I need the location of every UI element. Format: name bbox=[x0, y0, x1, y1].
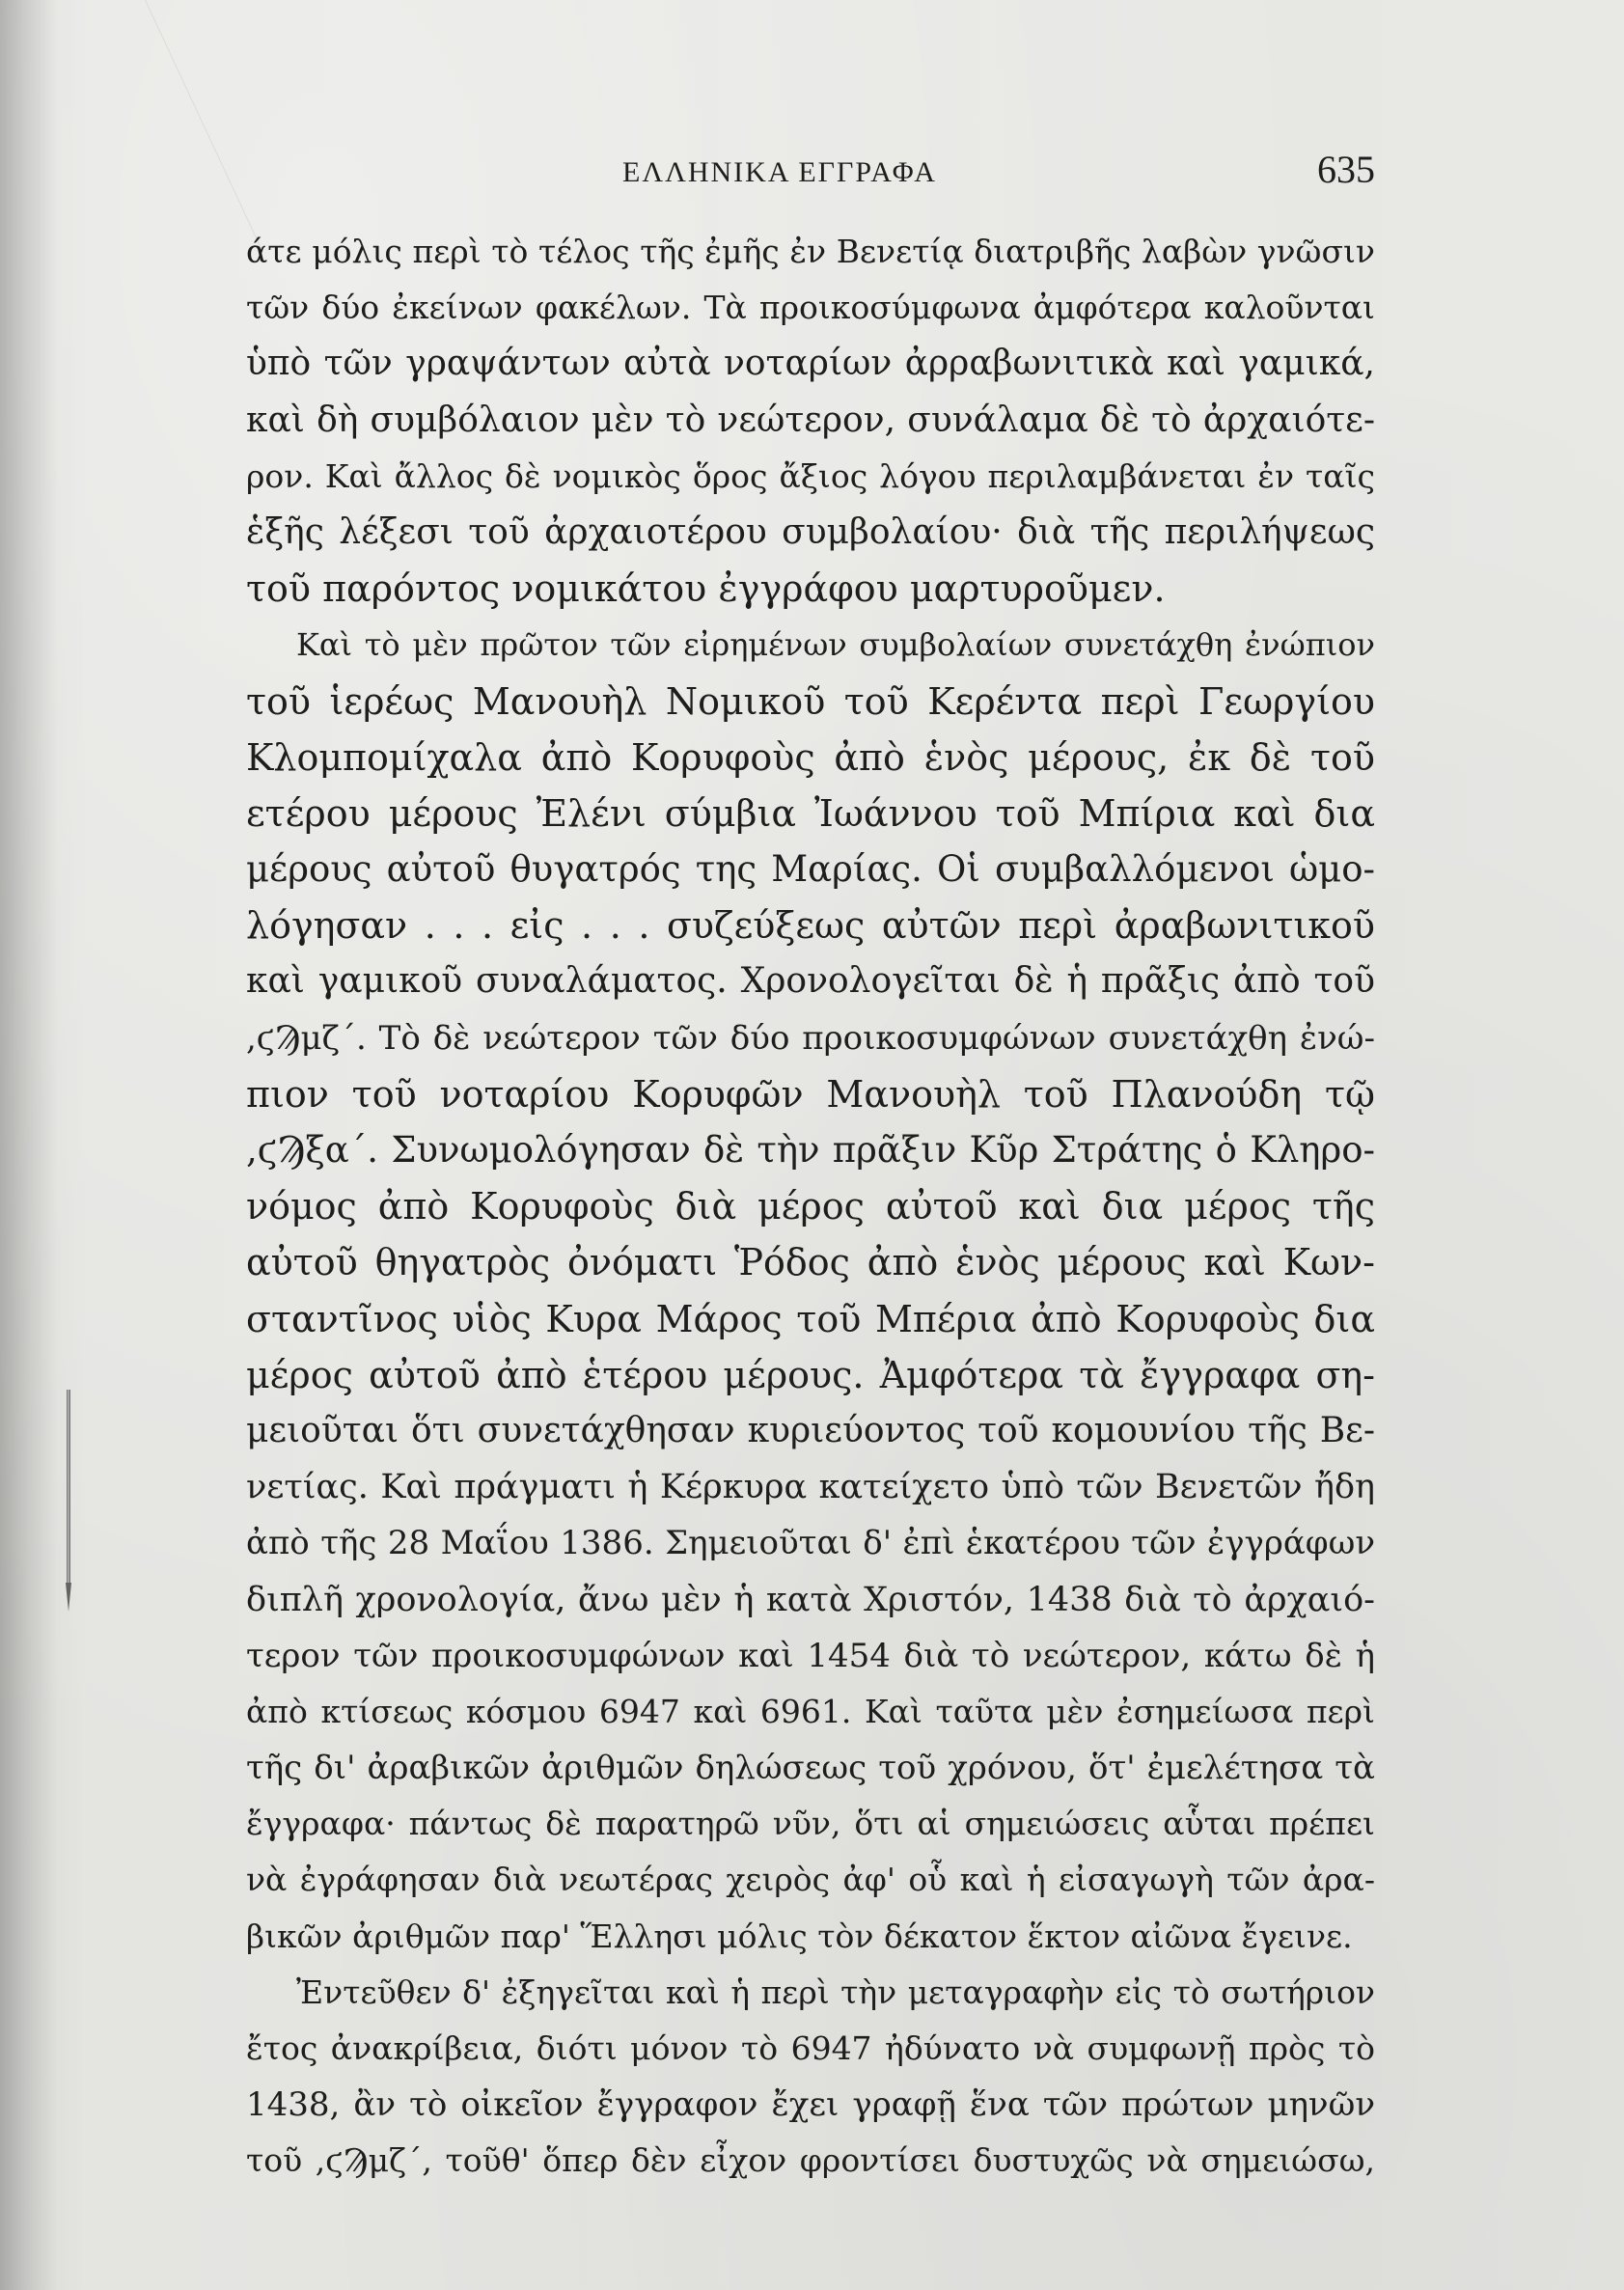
text-line: μειοῦται ὅτι συνετάχθησαν κυριεύοντος τοῦ κομουνίου τῆς Βε- bbox=[246, 1410, 1375, 1450]
text-line: τοῦ ἱερέως Μανουὴλ Νομικοῦ τοῦ Κερέντα περὶ Γεωργίου bbox=[246, 679, 1375, 723]
text-line: τοῦ ,ϛϠμζ΄, τοῦθ' ὅπερ δὲν εἶχον φροντίσει δυστυχῶς νὰ σημειώσω, bbox=[246, 2141, 1375, 2180]
running-head: ΕΛΛΗΝΙΚΑ ΕΓΓΡΑΦΑ bbox=[622, 156, 937, 188]
text-line: Ἐντεῦθεν δ' ἐξηγεῖται καὶ ἡ περὶ τὴν μεταγραφὴν εἰς τὸ σωτήριον bbox=[296, 1973, 1375, 2011]
text-line: βικῶν ἀριθμῶν παρ' Ἕλλησι μόλις τὸν δέκατον ἕκτον αἰῶνα ἔγεινε. bbox=[246, 1917, 1353, 1955]
text-line: νὰ ἐγράφησαν διὰ νεωτέρας χειρὸς ἀφ' οὗ καὶ ἡ εἰσαγωγὴ τῶν ἀρα- bbox=[246, 1861, 1375, 1899]
text-line: καὶ γαμικοῦ συναλάματος. Χρονολογεῖται δὲ ἡ πρᾶξις ἀπὸ τοῦ bbox=[246, 961, 1375, 1002]
text-line: σταντῖνος υἱὸς Κυρα Μάρος τοῦ Μπέρια ἀπὸ Κορυφοὺς δια bbox=[246, 1297, 1375, 1340]
text-line: ὑπὸ τῶν γραψάντων αὐτὰ νοταρίων ἀρραβωνιτικὰ καὶ γαμικά, bbox=[246, 344, 1375, 384]
page-header bbox=[246, 145, 1375, 203]
text-line: Κλομπομίχαλα ἀπὸ Κορυφοὺς ἀπὸ ἑνὸς μέρους, ἐκ δὲ τοῦ bbox=[246, 735, 1375, 779]
text-line: τερον τῶν προικοσυμφώνων καὶ 1454 διὰ τὸ νεώτερον, κάτω δὲ ἡ bbox=[246, 1636, 1375, 1675]
text-line: άτε μόλις περὶ τὸ τέλος τῆς ἐμῆς ἐν Βενετίᾳ διατριβῆς λαβὼν γνῶσιν bbox=[246, 233, 1375, 270]
binding-shadow bbox=[0, 0, 58, 2290]
text-line: τῶν δύο ἐκείνων φακέλων. Τὰ προικοσύμφωνα ἀμφότερα καλοῦνται bbox=[246, 289, 1375, 327]
text-line: καὶ δὴ συμβόλαιον μὲν τὸ νεώτερον, συνάλαμα δὲ τὸ ἀρχαιότε- bbox=[246, 400, 1375, 440]
page-number: 635 bbox=[1317, 148, 1375, 191]
text-line: μέρος αὐτοῦ ἀπὸ ἑτέρου μέρους. Ἀμφότερα τὰ ἔγγραφα ση- bbox=[246, 1353, 1375, 1396]
body-text bbox=[246, 224, 1375, 2190]
text-line: 1438, ἂν τὸ οἰκεῖον ἔγγραφον ἔχει γραφῇ ἕνα τῶν πρώτων μηνῶν bbox=[246, 2085, 1375, 2125]
text-line: τῆς δι' ἀραβικῶν ἀριθμῶν δηλώσεως τοῦ χρόνου, ὅτ' ἐμελέτησα τὰ bbox=[246, 1749, 1375, 1788]
text-line: ἔγγραφα· πάντως δὲ παρατηρῶ νῦν, ὅτι αἱ σημειώσεις αὗται πρέπει bbox=[246, 1805, 1375, 1843]
text-line: ἑξῆς λέξεσι τοῦ ἀρχαιοτέρου συμβολαίου· διὰ τῆς περιλήψεως bbox=[246, 511, 1375, 552]
text-line: ,ϛϠμζ΄. Τὸ δὲ νεώτερον τῶν δύο προικοσυμφώνων συνετάχθη ἐνώ- bbox=[246, 1018, 1375, 1058]
text-line: λόγησαν . . . εἰς . . . συζεύξεως αὐτῶν περὶ ἀραβωνιτικοῦ bbox=[246, 904, 1375, 948]
text-line: μέρους αὐτοῦ θυγατρός της Μαρίας. Οἱ συμβαλλόμενοι ὡμο- bbox=[246, 848, 1375, 891]
text-line: πιον τοῦ νοταρίου Κορυφῶν Μανουὴλ τοῦ Πλανούδη τῷ bbox=[246, 1072, 1375, 1116]
text-line: διπλῆ χρονολογία, ἄνω μὲν ἡ κατὰ Χριστόν, 1438 διὰ τὸ ἀρχαιό- bbox=[246, 1580, 1375, 1619]
text-line: αὐτοῦ θηγατρὸς ὀνόματι Ῥόδος ἀπὸ ἑνὸς μέρους καὶ Κων- bbox=[246, 1241, 1375, 1284]
text-line: ἀπὸ κτίσεως κόσμου 6947 καὶ 6961. Καὶ ταῦτα μὲν ἐσημείωσα περὶ bbox=[246, 1692, 1375, 1730]
text-line: ετέρου μέρους Ἐλένι σύμβια Ἰωάννου τοῦ Μπίρια καὶ δια bbox=[246, 791, 1375, 835]
text-line: τοῦ παρόντος νομικάτου ἐγγράφου μαρτυροῦμεν. bbox=[246, 567, 1166, 611]
text-line: ἀπὸ τῆς 28 Μαΐου 1386. Σημειοῦται δ' ἐπὶ ἑκατέρου τῶν ἐγγράφων bbox=[246, 1524, 1375, 1563]
text-line: ,ϛϠξα΄. Συνωμολόγησαν δὲ τὴν πρᾶξιν Κῦρ Στράτης ὁ Κληρο- bbox=[246, 1129, 1375, 1171]
pin-artifact bbox=[64, 1390, 73, 1612]
text-line: νετίας. Καὶ πράγματι ἡ Κέρκυρα κατείχετο ὑπὸ τῶν Βενετῶν ἤδη bbox=[246, 1468, 1375, 1507]
text-line: νόμος ἀπὸ Κορυφοὺς διὰ μέρος αὐτοῦ καὶ δια μέρος τῆς bbox=[246, 1185, 1375, 1228]
text-line: ρον. Καὶ ἄλλος δὲ νομικὸς ὅρος ἄξιος λόγου περιλαμβάνεται ἐν ταῖς bbox=[246, 456, 1375, 495]
text-line: ἔτος ἀνακρίβεια, διότι μόνον τὸ 6947 ἠδύνατο νὰ συμφωνῇ πρὸς τὸ bbox=[246, 2029, 1375, 2067]
paper-crease bbox=[145, 0, 398, 251]
text-line: Καὶ τὸ μὲν πρῶτον τῶν εἰρημένων συμβολαίων συνετάχθη ἐνώπιον bbox=[296, 626, 1375, 664]
